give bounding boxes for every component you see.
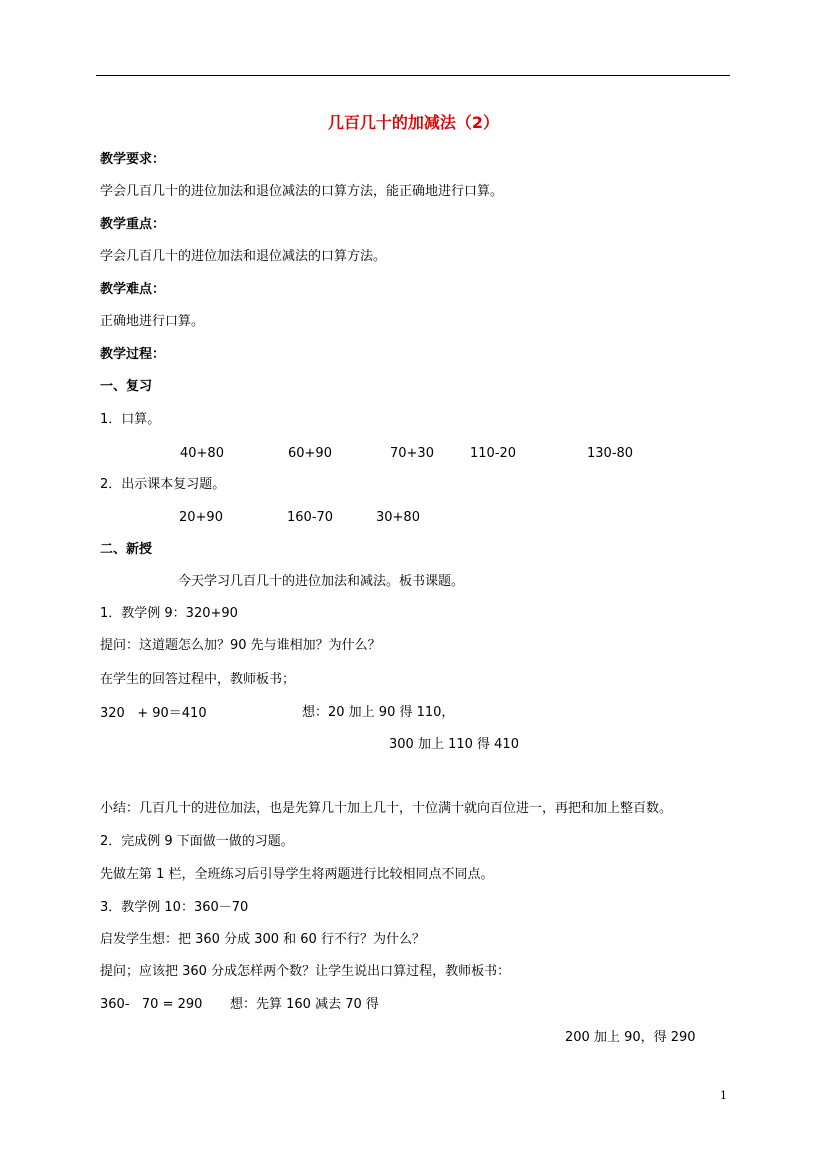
think-step-1a: 想：20 加上 90 得 110，	[302, 705, 455, 720]
section-heading-review: 一、复习	[100, 379, 153, 394]
review-item-oral: 1．口算。	[100, 412, 161, 427]
oral-expression: 130-80	[587, 446, 634, 461]
header-rule	[96, 75, 730, 76]
section-heading-key-points: 教学重点：	[100, 217, 166, 232]
example-9-heading: 1．教学例 9：320+90	[100, 606, 238, 621]
paragraph-key-points: 学会几百几十的进位加法和退位减法的口算方法。	[100, 249, 387, 264]
paragraph-summary: 小结：几百几十的进位加法，也是先算几十加上几十，十位满十就向百位进一，再把和加上整百数。	[100, 801, 673, 816]
think-step-2a: 想：先算 160 减去 70 得	[230, 997, 379, 1012]
example-9-exercise: 2．完成例 9 下面做一做的习题。	[100, 834, 294, 849]
paragraph-intro: 今天学习几百几十的进位加法和减法。板书课题。	[178, 574, 465, 589]
review-expression: 30+80	[376, 510, 420, 525]
paragraph-compare: 先做左第 1 栏，全班练习后引导学生将两题进行比较相同点不同点。	[100, 867, 494, 882]
oral-expression: 40+80	[180, 446, 224, 461]
review-expression: 160-70	[287, 510, 334, 525]
oral-expression: 110-20	[470, 446, 517, 461]
page-number: 1	[720, 1089, 727, 1102]
paragraph-difficulties: 正确地进行口算。	[100, 314, 205, 329]
review-expression: 20+90	[179, 510, 223, 525]
section-heading-difficulties: 教学难点：	[100, 282, 166, 297]
section-heading-new-lesson: 二、新授	[100, 542, 153, 557]
equation-1: 320 + 90＝410	[100, 706, 207, 721]
example-10-heading: 3．教学例 10：360－70	[100, 900, 249, 915]
paragraph-inspire: 启发学生想：把 360 分成 300 和 60 行不行？为什么？	[100, 932, 425, 947]
question-1: 提问：这道题怎么加？90 先与谁相加？为什么？	[100, 638, 381, 653]
question-2: 提问；应该把 360 分成怎样两个数？让学生说出口算过程，教师板书：	[100, 964, 511, 979]
review-item-textbook: 2．出示课本复习题。	[100, 477, 226, 492]
think-step-2b: 200 加上 90，得 290	[565, 1030, 696, 1045]
equation-2: 360- 70 = 290	[100, 997, 203, 1012]
board-note-1: 在学生的回答过程中，教师板书；	[100, 672, 296, 687]
paragraph-requirements: 学会几百几十的进位加法和退位减法的口算方法，能正确地进行口算。	[100, 184, 504, 199]
think-step-1b: 300 加上 110 得 410	[389, 737, 519, 752]
section-heading-requirements: 教学要求：	[100, 152, 166, 167]
page-title: 几百几十的加减法（2）	[327, 113, 500, 132]
oral-expression: 70+30	[390, 446, 434, 461]
oral-expression: 60+90	[288, 446, 332, 461]
section-heading-process: 教学过程：	[100, 347, 166, 362]
